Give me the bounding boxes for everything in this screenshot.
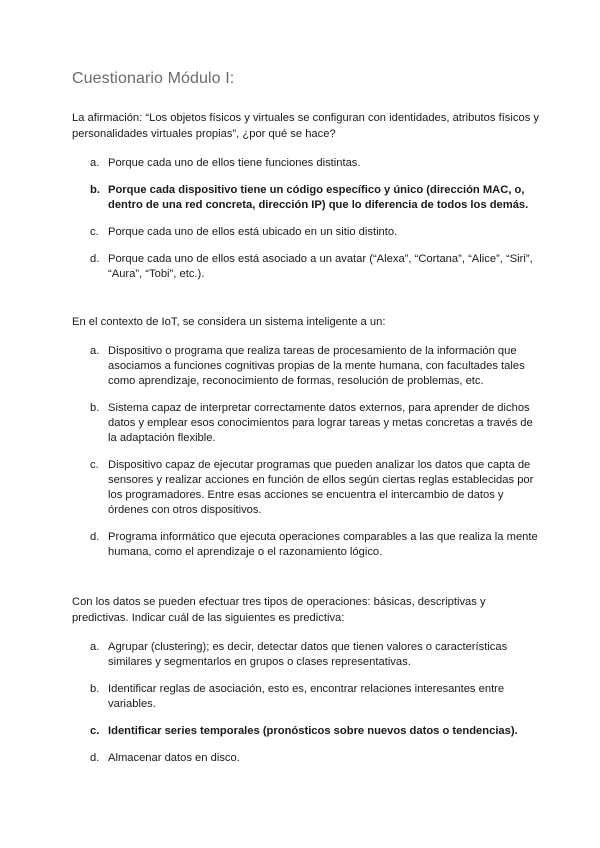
option-text: Dispositivo capaz de ejecutar programas que pueden analizar los datos que capta de sensores y realizar acciones en función de ellos según ciertas reglas establecidas por los programadores. Entre esas acciones se encuentra el intercambio de datos y órdenes con otros dispositivos. xyxy=(108,459,534,516)
option-list xyxy=(72,640,540,766)
option-text: Porque cada uno de ellos está asociado a un avatar (“Alexa”, “Cortana”, “Alice”, “Siri”, “Aura”, “Tobi”, etc.). xyxy=(108,253,533,280)
option-a xyxy=(90,640,540,670)
option-d xyxy=(90,530,540,560)
option-c xyxy=(90,458,540,518)
question-1 xyxy=(72,110,540,282)
option-marker: b. xyxy=(90,402,100,414)
option-text: Almacenar datos en disco. xyxy=(108,752,240,764)
option-text: Identificar reglas de asociación, esto es, encontrar relaciones interesantes entre variables. xyxy=(108,683,505,710)
option-b xyxy=(90,401,540,446)
option-a xyxy=(90,156,540,171)
option-text: Identificar series temporales (pronósticos sobre nuevos datos o tendencias). xyxy=(108,725,518,737)
option-list xyxy=(72,344,540,560)
option-text: Dispositivo o programa que realiza tareas de procesamiento de la información que asociamos a funciones cognitivas propias de la mente humana, con facultades tales como aprendizaje, reconocimiento de formas, resolución de problemas, etc. xyxy=(108,345,525,387)
option-marker: d. xyxy=(90,531,100,543)
option-d xyxy=(90,751,540,766)
option-text: Sistema capaz de interpretar correctamente datos externos, para aprender de dichos datos y emplear esos conocimientos para lograr tareas y metas concretas a través de la adaptación flexible. xyxy=(108,402,533,444)
option-marker: d. xyxy=(90,253,100,265)
option-marker: d. xyxy=(90,752,100,764)
question-3 xyxy=(72,594,540,766)
option-a xyxy=(90,344,540,389)
option-text: Programa informático que ejecuta operaciones comparables a las que realiza la mente humana, como el aprendizaje o el razonamiento lógico. xyxy=(108,531,538,558)
option-marker: c. xyxy=(90,459,99,471)
option-marker: a. xyxy=(90,345,100,357)
option-text: Porque cada uno de ellos tiene funciones distintas. xyxy=(108,157,361,169)
option-text: Porque cada uno de ellos está ubicado en un sitio distinto. xyxy=(108,226,398,238)
option-marker: c. xyxy=(90,725,100,737)
option-marker: b. xyxy=(90,184,100,196)
option-marker: a. xyxy=(90,157,100,169)
option-list xyxy=(72,156,540,282)
option-c-correct xyxy=(90,724,540,739)
option-text: Agrupar (clustering); es decir, detectar datos que tienen valores o características similares y segmentarlos en grupos o clases representativas. xyxy=(108,641,508,668)
question-prompt: La afirmación: “Los objetos físicos y virtuales se configuran con identidades, atributos físicos y personalidades virtuales propias”, ¿por qué se hace? xyxy=(72,112,540,140)
question-prompt: Con los datos se pueden efectuar tres tipos de operaciones: básicas, descriptivas y predictivas. Indicar cuál de las siguientes es predictiva: xyxy=(72,596,486,624)
option-marker: a. xyxy=(90,641,100,653)
option-d xyxy=(90,252,540,282)
page-title: Cuestionario Módulo I: xyxy=(72,70,235,87)
question-2 xyxy=(72,314,540,560)
option-b-correct xyxy=(90,183,540,213)
option-c xyxy=(90,225,540,240)
option-marker: b. xyxy=(90,683,100,695)
option-text: Porque cada dispositivo tiene un código específico y único (dirección MAC, o, dentro de una red concreta, dirección IP) que lo diferencia de todos los demás. xyxy=(108,184,529,211)
question-prompt: En el contexto de IoT, se considera un sistema inteligente a un: xyxy=(72,316,386,328)
option-marker: c. xyxy=(90,226,99,238)
option-b xyxy=(90,682,540,712)
